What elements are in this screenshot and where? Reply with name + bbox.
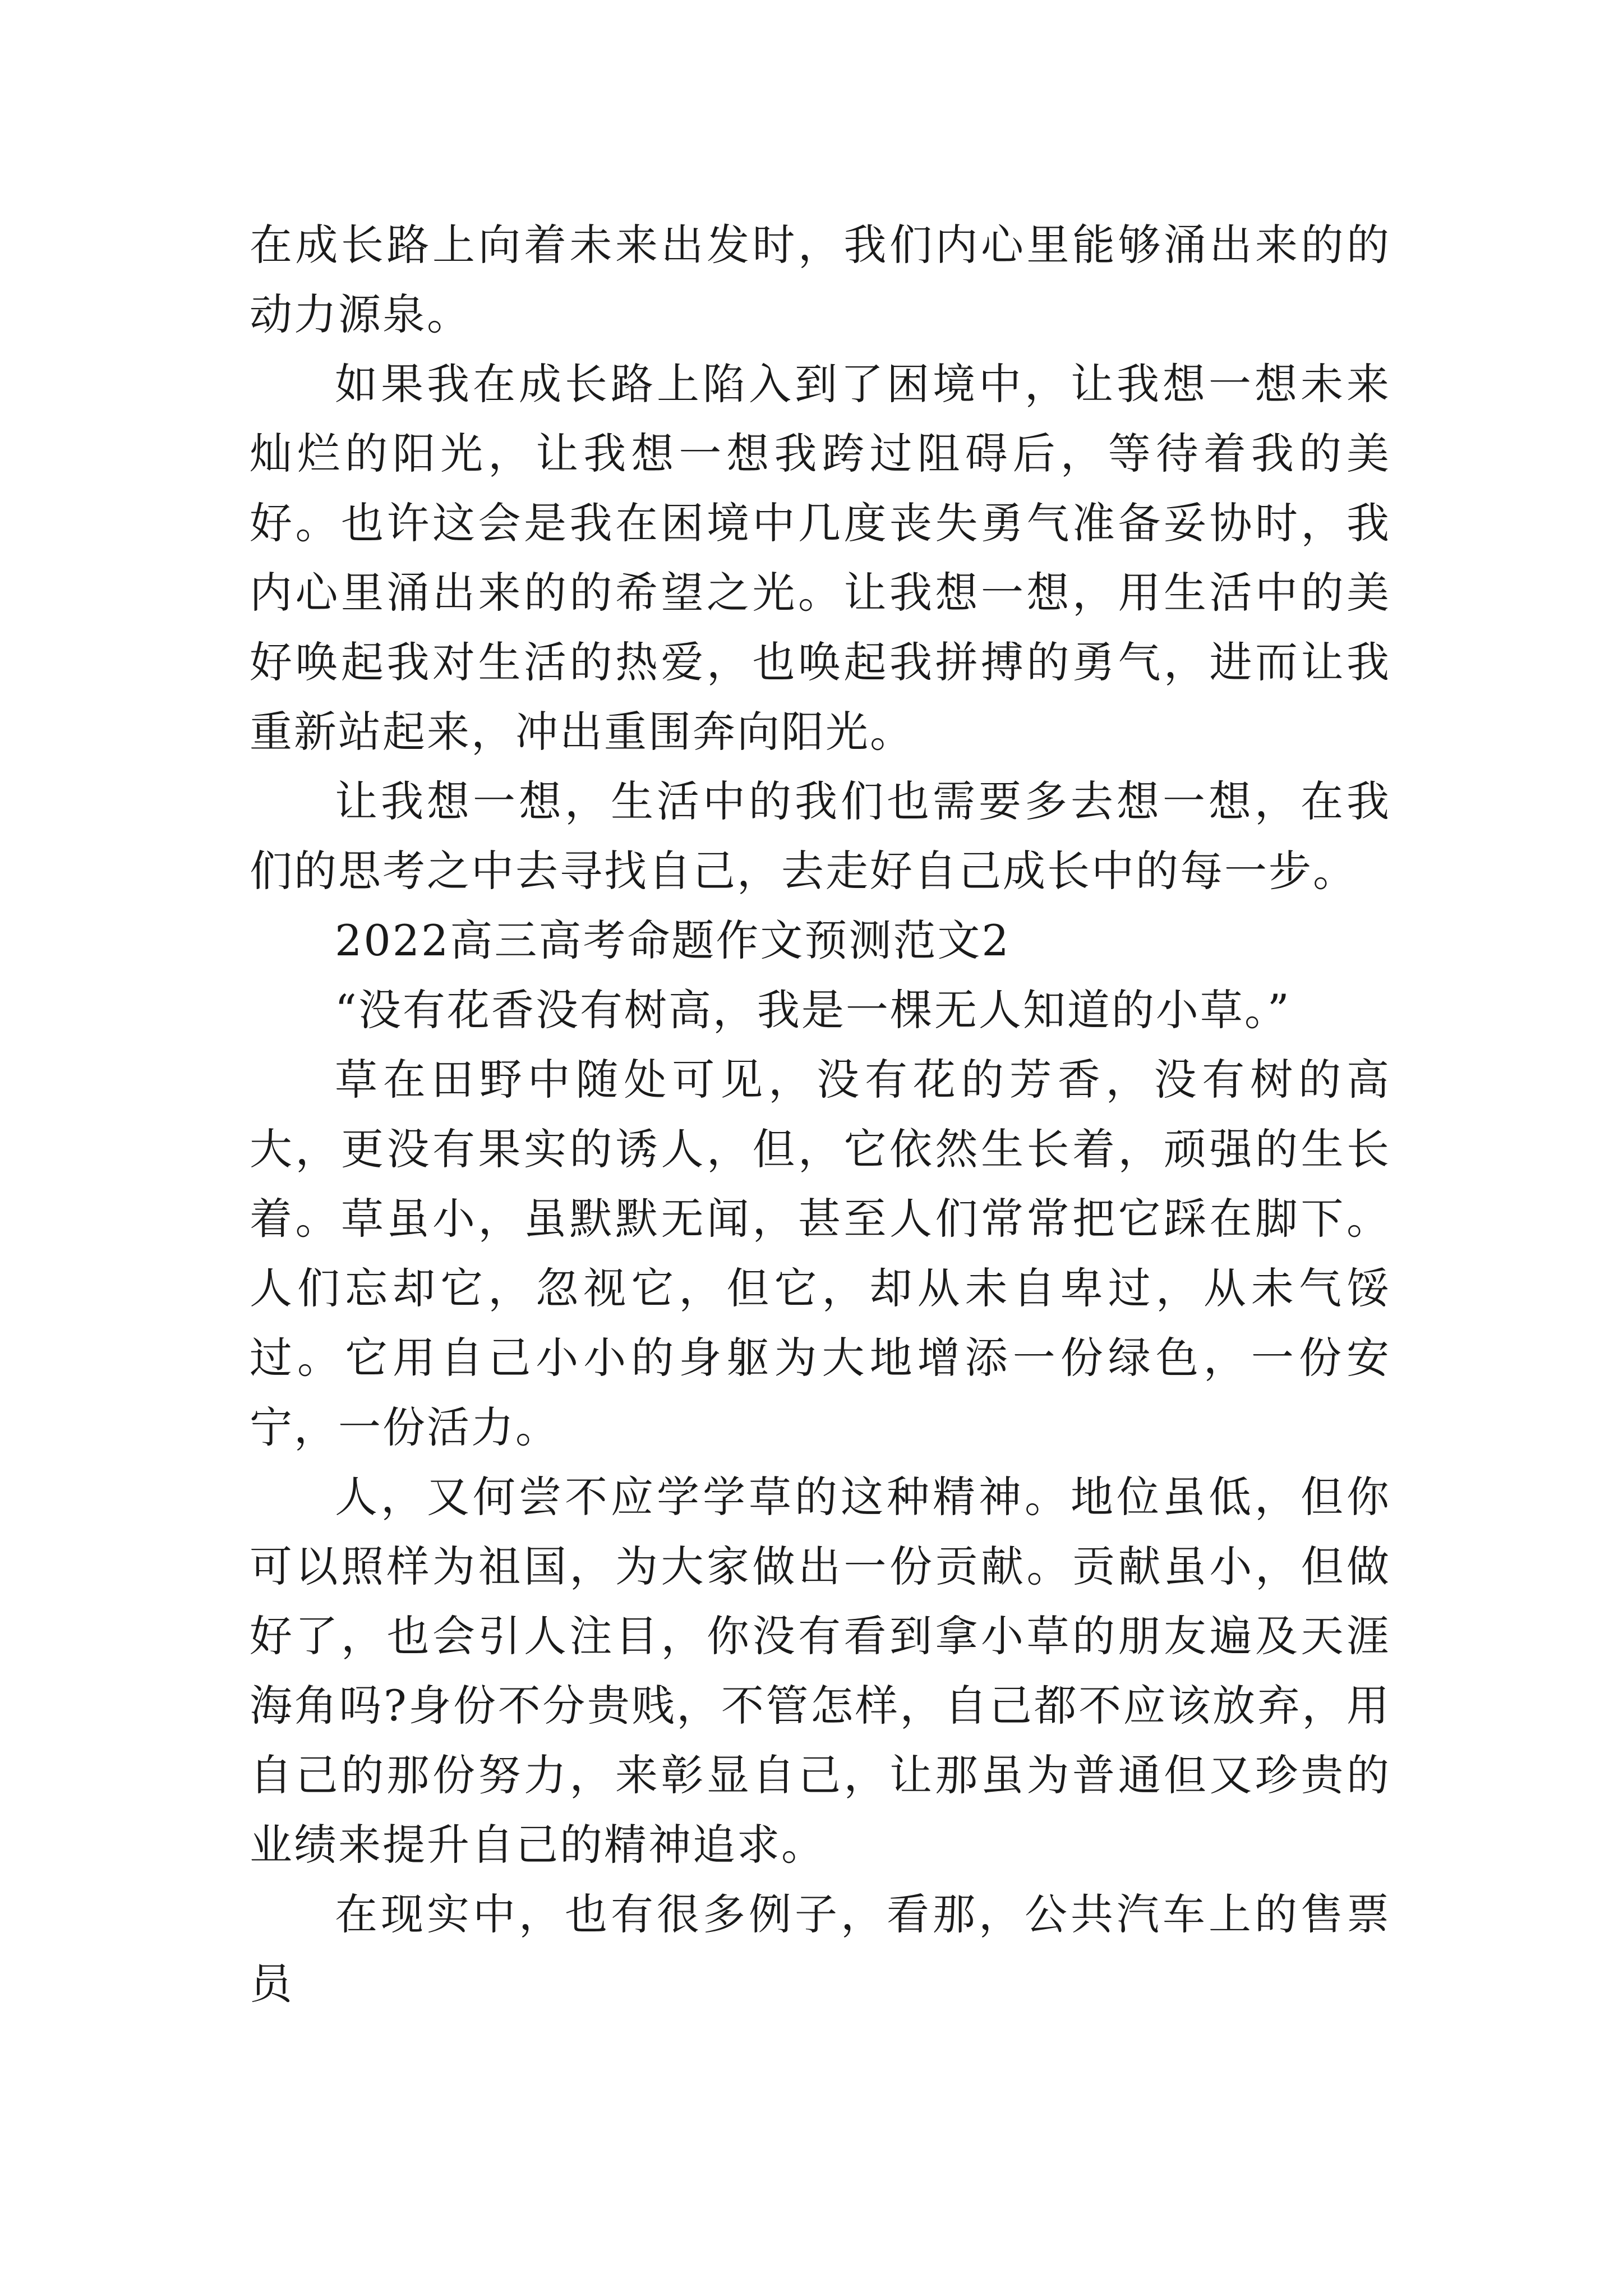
paragraph: 在现实中，也有很多例子，看那，公共汽车上的售票员 — [250, 1889, 1391, 2009]
paragraph: 让我想一想，生活中的我们也需要多去想一想，在我们的思考之中去寻找自己，去走好自己成长中的每一步。 — [250, 776, 1391, 896]
essay-heading: 2022高三高考命题作文预测范文2 — [335, 915, 1011, 965]
quote-paragraph: “没有花香没有树高，我是一棵无人知道的小草。” — [335, 985, 1291, 1035]
paragraph: 如果我在成长路上陷入到了困境中，让我想一想未来灿烂的阳光，让我想一想我跨过阻碍后，等待着我的美好。也许这会是我在困境中几度丧失勇气准备妥协时，我内心里涌出来的的希望之光。让我想一想，用生活中的美好唤起我对生活的热爱，也唤起我拼搏的勇气，进而让我重新站起来，冲出重围奔向阳光。 — [250, 359, 1391, 757]
paragraph: 草在田野中随处可见，没有花的芳香，没有树的高大，更没有果实的诱人，但，它依然生长着，顽强的生长着。草虽小，虽默默无闻，甚至人们常常把它踩在脚下。人们忘却它，忽视它，但它，却从未自卑过，从未气馁过。它用自己小小的身躯为大地增添一份绿色，一份安宁，一份活力。 — [250, 1055, 1391, 1452]
paragraph: 在成长路上向着未来出发时，我们内心里能够涌出来的的动力源泉。 — [250, 220, 1391, 339]
paragraph: 人，又何尝不应学学草的这种精神。地位虽低，但你可以照样为祖国，为大家做出一份贡献。贡献虽小，但做好了，也会引人注目，你没有看到拿小草的朋友遍及天涯海角吗?身份不分贵贱，不管怎样，自己都不应该放弃，用自己的那份努力，来彰显自己，让那虽为普通但又珍贵的业绩来提升自己的精神追求。 — [250, 1472, 1391, 1870]
document-body — [250, 210, 1391, 2019]
